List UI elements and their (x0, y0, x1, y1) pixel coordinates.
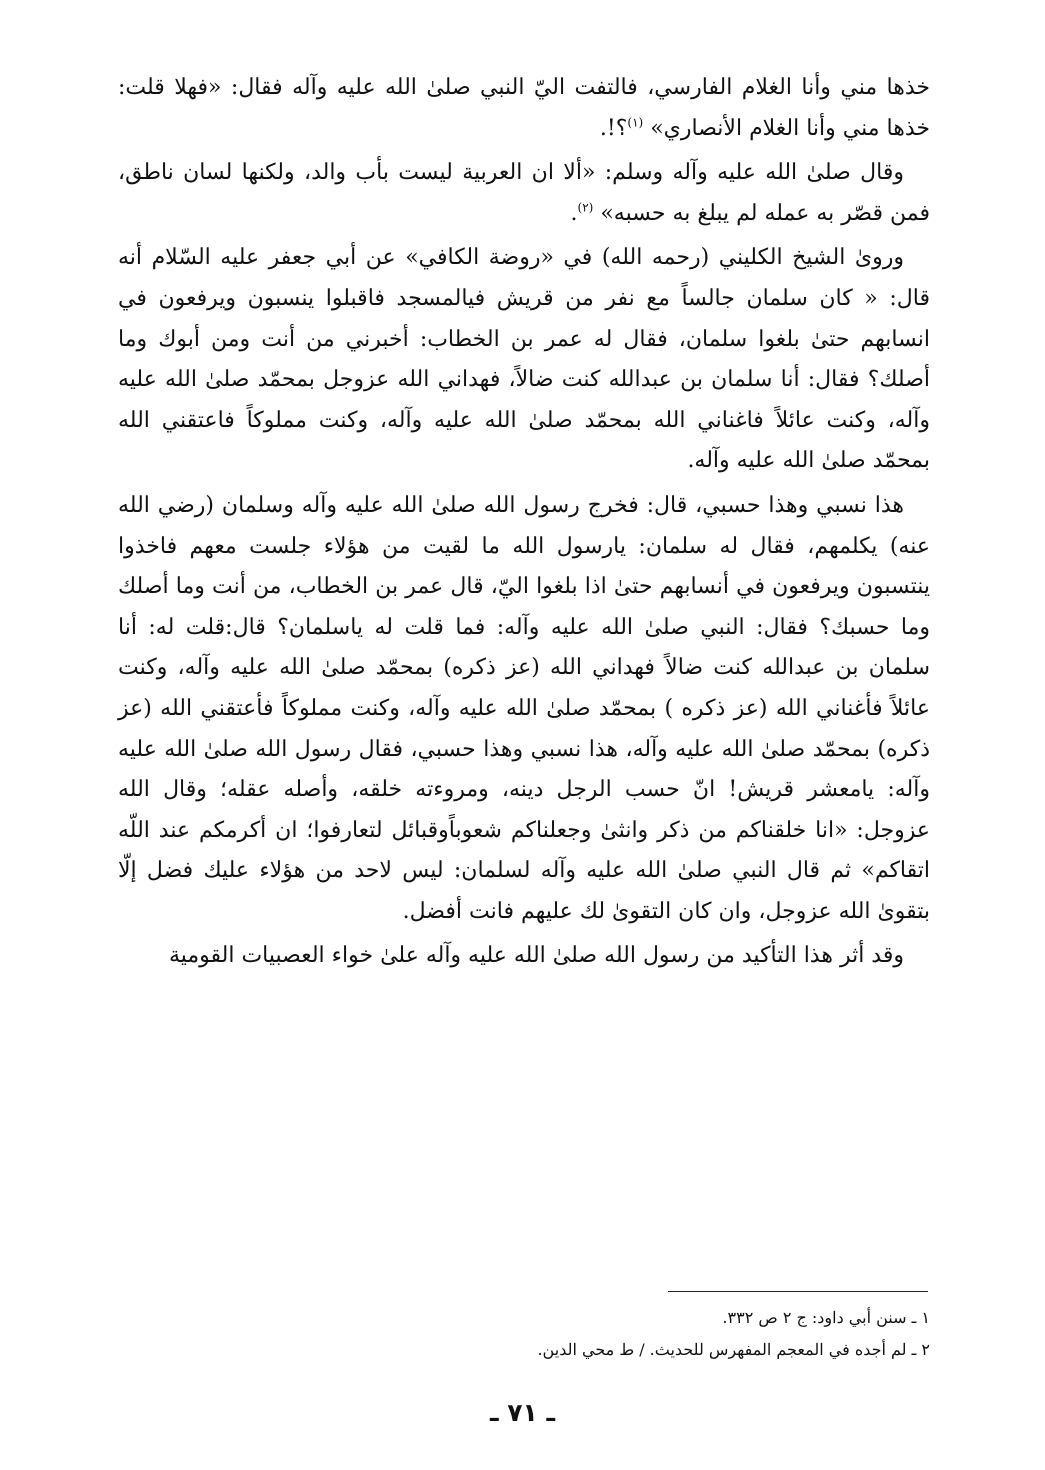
paragraph-1-tail: ؟!. (599, 115, 628, 141)
paragraph-5: وقد أثر هذا التأكيد من رسول الله صلىٰ الله عليه وآله علىٰ خواء العصبيات القومية (168, 943, 904, 969)
footnote-2: ٢ ـ لم أجده في المعجم المفهرس للحديث. / ط محي الدين. (537, 1340, 930, 1359)
footnote-divider (668, 1291, 928, 1292)
paragraph-1-text: خذها مني وأنا الغلام الفارسي، فالتفت اليّ النبي صلىٰ الله عليه وآله فقال: «فهلا قلت: خذها مني وأنا الغلام الأنصاري» (118, 75, 930, 141)
footnote-ref-2: (٢) (577, 200, 594, 215)
page-number: ـ ٧١ ـ (489, 1398, 556, 1427)
footnotes (118, 1302, 930, 1366)
paragraph-2-tail: . (570, 200, 578, 226)
footnote-1: ١ ـ سنن أبي داود: ج ٢ ص ٣٣٢. (722, 1308, 930, 1327)
paragraph-3: وروىٰ الشيخ الكليني (رحمه الله) في «روضة الكافي» عن أبي جعفر عليه السّلام أنه قال: « كان سلمان جالساً مع نفر من قريش فيالمسجد فاقبلوا ينسبون ويرفعون في انسابهم حتىٰ بلغوا سلمان، فقال له عمر بن الخطاب: أخبرني من أنت ومن أبوك وما أصلك؟ فقال: أنا سلمان بن عبدالله كنت ضالاً، فهداني الله عزوجل بمحمّد صلىٰ الله عليه وآله، وكنت عائلاً فاغناني الله بمحمّد صلىٰ الله عليه وآله، وكنت مملوكاً فاعتقني الله بمحمّد صلىٰ الله عليه وآله. (118, 245, 930, 474)
paragraph-2-text: وقال صلىٰ الله عليه وآله وسلم: «ألا ان العربية ليست بأب والد، ولكنها لسان ناطق، فمن قصّر به عمله لم يبلغ به حسبه» (118, 160, 930, 226)
body-text (118, 68, 930, 981)
paragraph-2 (118, 153, 930, 234)
footnote-ref-1: (١) (627, 115, 644, 130)
paragraph-4: هذا نسبي وهذا حسبي، قال: فخرج رسول الله صلىٰ الله عليه وآله وسلمان (رضي الله عنه) يكلمهم، فقال له سلمان: يارسول الله ما لقيت من هؤلاء جلست معهم فاخذوا ينتسبون ويرفعون في أنسابهم حتىٰ اذا بلغوا اليّ، قال عمر بن الخطاب، من أنت وما أصلك وما حسبك؟ فقال: النبي صلىٰ الله عليه وآله: فما قلت له ياسلمان؟ قال:قلت له: أنا سلمان بن عبدالله كنت ضالاً فهداني الله (عز ذكره) بمحمّد صلىٰ الله عليه وآله، وكنت عائلاً فأغناني الله (عز ذكره ) بمحمّد صلىٰ الله عليه وآله، وكنت مملوكاً فأعتقني الله (عز ذكره) بمحمّد صلىٰ الله عليه وآله، هذا نسبي وهذا حسبي، فقال رسول الله صلىٰ الله عليه وآله: يامعشر قريش! انّ حسب الرجل دينه، ومروءته خلقه، وأصله عقله؛ وقال الله عزوجل: «انا خلقناكم من ذكر وانثىٰ وجعلناكم شعوباًوقبائل لتعارفوا؛ ان أكرمكم عند اللّه اتقاكم» ثم قال النبي صلىٰ الله عليه وآله لسلمان: ليس لاحد من هؤلاء عليك فضل إلّا بتقوىٰ الله عزوجل، وان كان التقوىٰ لك عليهم فانت أفضل. (118, 492, 930, 924)
paragraph-1 (118, 68, 930, 149)
